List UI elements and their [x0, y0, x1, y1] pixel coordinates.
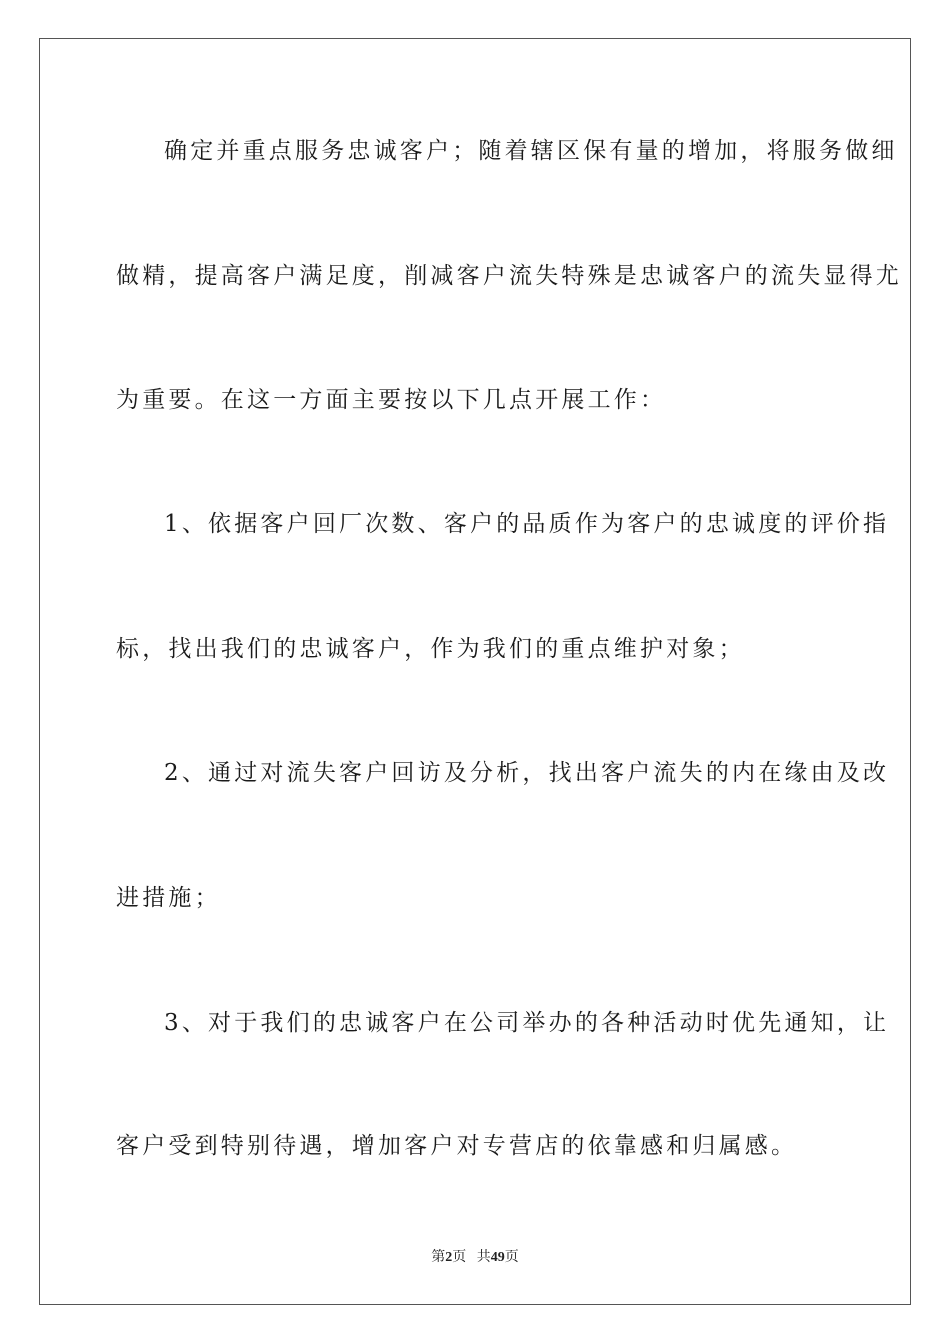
list-item-line: 进措施；: [116, 885, 221, 911]
paragraph-line: 做精，提高客户满足度，削减客户流失特殊是忠诚客户的流失显得尤: [116, 263, 902, 289]
list-item-line: 3、对于我们的忠诚客户在公司举办的各种活动时优先通知，让: [164, 1010, 890, 1036]
list-item-line: 标，找出我们的忠诚客户，作为我们的重点维护对象；: [116, 636, 745, 662]
total-prefix: 共: [476, 1250, 491, 1265]
page-footer: [0, 1246, 950, 1266]
list-item-line: 1、依据客户回厂次数、客户的品质作为客户的忠诚度的评价指: [164, 511, 890, 537]
paragraph-line: 为重要。在这一方面主要按以下几点开展工作：: [116, 387, 667, 413]
page-suffix: 页: [452, 1250, 467, 1265]
total-pages: 49: [490, 1250, 505, 1265]
list-item-line: 客户受到特别待遇，增加客户对专营店的依靠感和归属感。: [116, 1133, 798, 1159]
paragraph-line: 确定并重点服务忠诚客户；随着辖区保有量的增加，将服务做细: [164, 138, 898, 164]
page-border: [39, 38, 911, 1305]
list-item-line: 2、通过对流失客户回访及分析，找出客户流失的内在缘由及改: [164, 760, 890, 786]
total-suffix: 页: [504, 1250, 519, 1265]
page-prefix: 第: [431, 1250, 446, 1265]
page-number: 2: [445, 1250, 453, 1265]
